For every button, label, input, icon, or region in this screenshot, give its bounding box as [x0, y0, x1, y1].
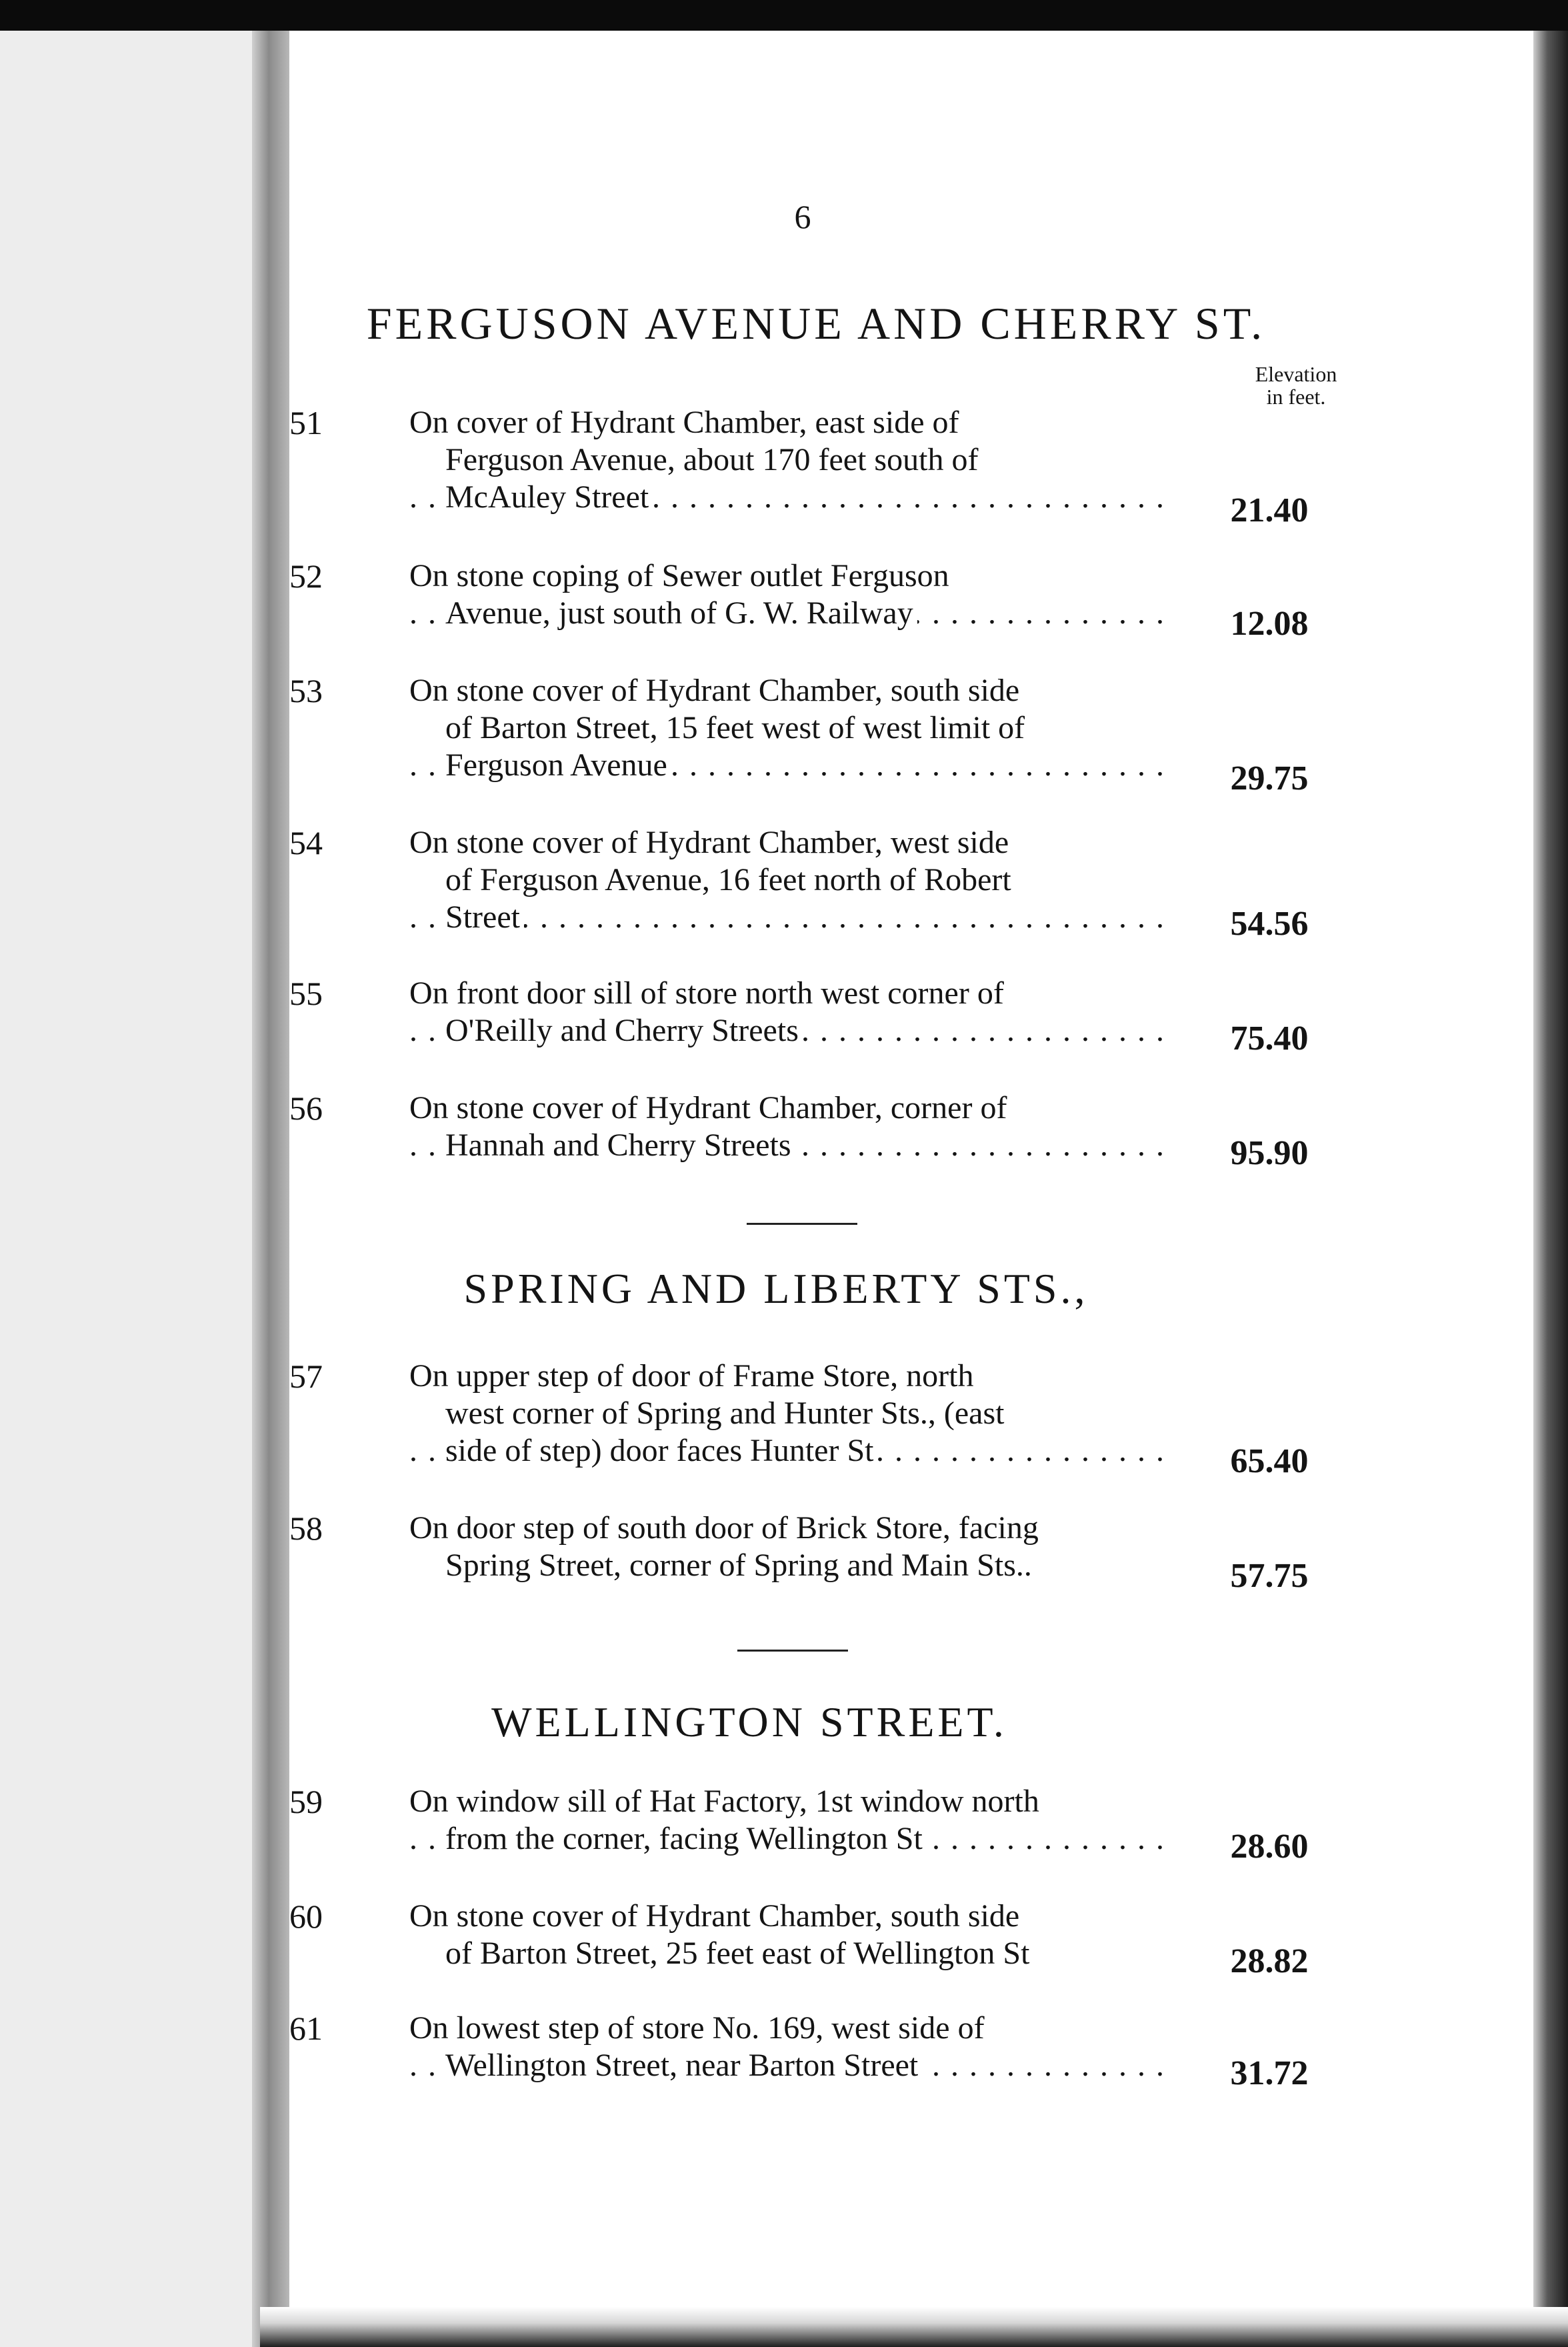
section-divider — [737, 1650, 848, 1652]
entry-line: Street — [445, 899, 524, 935]
entry-line: On stone coping of Sewer outlet Ferguson — [409, 558, 949, 593]
book-spine-shadow — [252, 31, 289, 2347]
entry-description — [409, 975, 1163, 1049]
entry-number: 61 — [289, 2010, 323, 2047]
entry-number: 54 — [289, 824, 323, 861]
elevation-value: 28.82 — [1230, 1942, 1309, 1980]
page-number: 6 — [794, 198, 811, 235]
entry-line-leader — [409, 2047, 1163, 2084]
entry-number: 52 — [289, 557, 323, 595]
entry-line: Ferguson Avenue, about 170 feet south of — [445, 442, 979, 477]
elevation-value: 75.40 — [1230, 1019, 1309, 1057]
entry-number: 59 — [289, 1783, 323, 1820]
elevation-value: 95.90 — [1230, 1134, 1309, 1172]
entry-line: McAuley Street — [445, 479, 653, 515]
entry-line: On cover of Hydrant Chamber, east side of — [409, 405, 959, 440]
elevation-value: 31.72 — [1230, 2054, 1309, 2092]
entry-line: On door step of south door of Brick Store, facing — [409, 1510, 1039, 1546]
entry-description — [409, 1510, 1163, 1584]
entry-line-leader — [409, 479, 1163, 516]
entry-line: west corner of Spring and Hunter Sts., (east — [445, 1396, 1005, 1431]
elevation-value: 12.08 — [1230, 605, 1309, 643]
entry-description — [409, 557, 1163, 632]
entry-line-leader — [409, 899, 1163, 936]
entry-line: Hannah and Cherry Streets — [445, 1127, 795, 1163]
entry-line-leader — [409, 1432, 1163, 1470]
entry-description — [409, 1898, 1163, 1972]
entry-line-leader — [409, 1547, 1163, 1584]
entry-description — [409, 1358, 1163, 1470]
entry-number: 60 — [289, 1898, 323, 1935]
entry-line: of Ferguson Avenue, 16 feet north of Robert — [445, 862, 1011, 897]
entry-description — [409, 2010, 1163, 2084]
elevation-value: 57.75 — [1230, 1557, 1309, 1595]
section-heading-wellington: WELLINGTON STREET. — [491, 1698, 1007, 1746]
entry-line: On stone cover of Hydrant Chamber, west side — [409, 825, 1009, 860]
facing-page-edge — [0, 31, 260, 2347]
scan-right-border — [1533, 31, 1568, 2347]
entry-description — [409, 824, 1163, 936]
entry-line: On upper step of door of Frame Store, north — [409, 1358, 974, 1394]
entry-line-leader — [409, 1012, 1163, 1049]
elevation-heading-line2: in feet. — [1266, 385, 1326, 409]
section-divider — [747, 1223, 857, 1225]
entry-line: Ferguson Avenue — [445, 747, 671, 783]
elevation-heading-line1: Elevation — [1255, 362, 1337, 386]
entry-number: 56 — [289, 1089, 323, 1127]
entry-line-leader — [409, 747, 1163, 784]
entry-line-leader — [409, 1820, 1163, 1858]
elevation-value: 21.40 — [1230, 491, 1309, 529]
entry-line: On window sill of Hat Factory, 1st window north — [409, 1784, 1039, 1819]
entry-line: Spring Street, corner of Spring and Main Sts.. — [445, 1548, 1036, 1583]
entry-line: from the corner, facing Wellington St — [445, 1821, 927, 1856]
entry-line: Wellington Street, near Barton Street — [445, 2048, 922, 2083]
entry-number: 53 — [289, 672, 323, 709]
entry-number: 55 — [289, 975, 323, 1012]
scan-bottom-border — [260, 2307, 1568, 2347]
entry-number: 58 — [289, 1510, 323, 1547]
elevation-value: 54.56 — [1230, 905, 1309, 943]
entry-line: On stone cover of Hydrant Chamber, south side — [409, 1898, 1020, 1934]
entry-description — [409, 1783, 1163, 1858]
entry-description — [409, 404, 1163, 516]
entry-description — [409, 672, 1163, 784]
entry-line-leader — [409, 595, 1163, 632]
scan-top-border — [0, 0, 1568, 31]
section-heading-ferguson: FERGUSON AVENUE AND CHERRY ST. — [366, 298, 1266, 349]
entry-line-leader — [409, 1935, 1163, 1972]
entry-number: 51 — [289, 404, 323, 441]
entry-line: of Barton Street, 15 feet west of west limit of — [445, 710, 1025, 745]
elevation-value: 65.40 — [1230, 1442, 1309, 1480]
entry-description — [409, 1089, 1163, 1164]
entry-line: of Barton Street, 25 feet east of Wellington St — [445, 1936, 1033, 1971]
elevation-column-heading — [1203, 363, 1389, 408]
entry-line: On front door sill of store north west corner of — [409, 975, 1004, 1011]
section-heading-spring-liberty: SPRING AND LIBERTY STS., — [463, 1265, 1089, 1312]
entry-line: On lowest step of store No. 169, west side of — [409, 2010, 985, 2046]
entry-line: On stone cover of Hydrant Chamber, corner of — [409, 1090, 1007, 1125]
entry-line: Avenue, just south of G. W. Railway — [445, 595, 917, 631]
entry-line: On stone cover of Hydrant Chamber, south side — [409, 673, 1020, 708]
entry-line: O'Reilly and Cherry Streets — [445, 1013, 803, 1048]
document-page — [289, 31, 1533, 2307]
elevation-value: 29.75 — [1230, 759, 1309, 797]
entry-number: 57 — [289, 1358, 323, 1395]
elevation-value: 28.60 — [1230, 1828, 1309, 1866]
entry-line: side of step) door faces Hunter St — [445, 1433, 878, 1468]
entry-line-leader — [409, 1127, 1163, 1164]
